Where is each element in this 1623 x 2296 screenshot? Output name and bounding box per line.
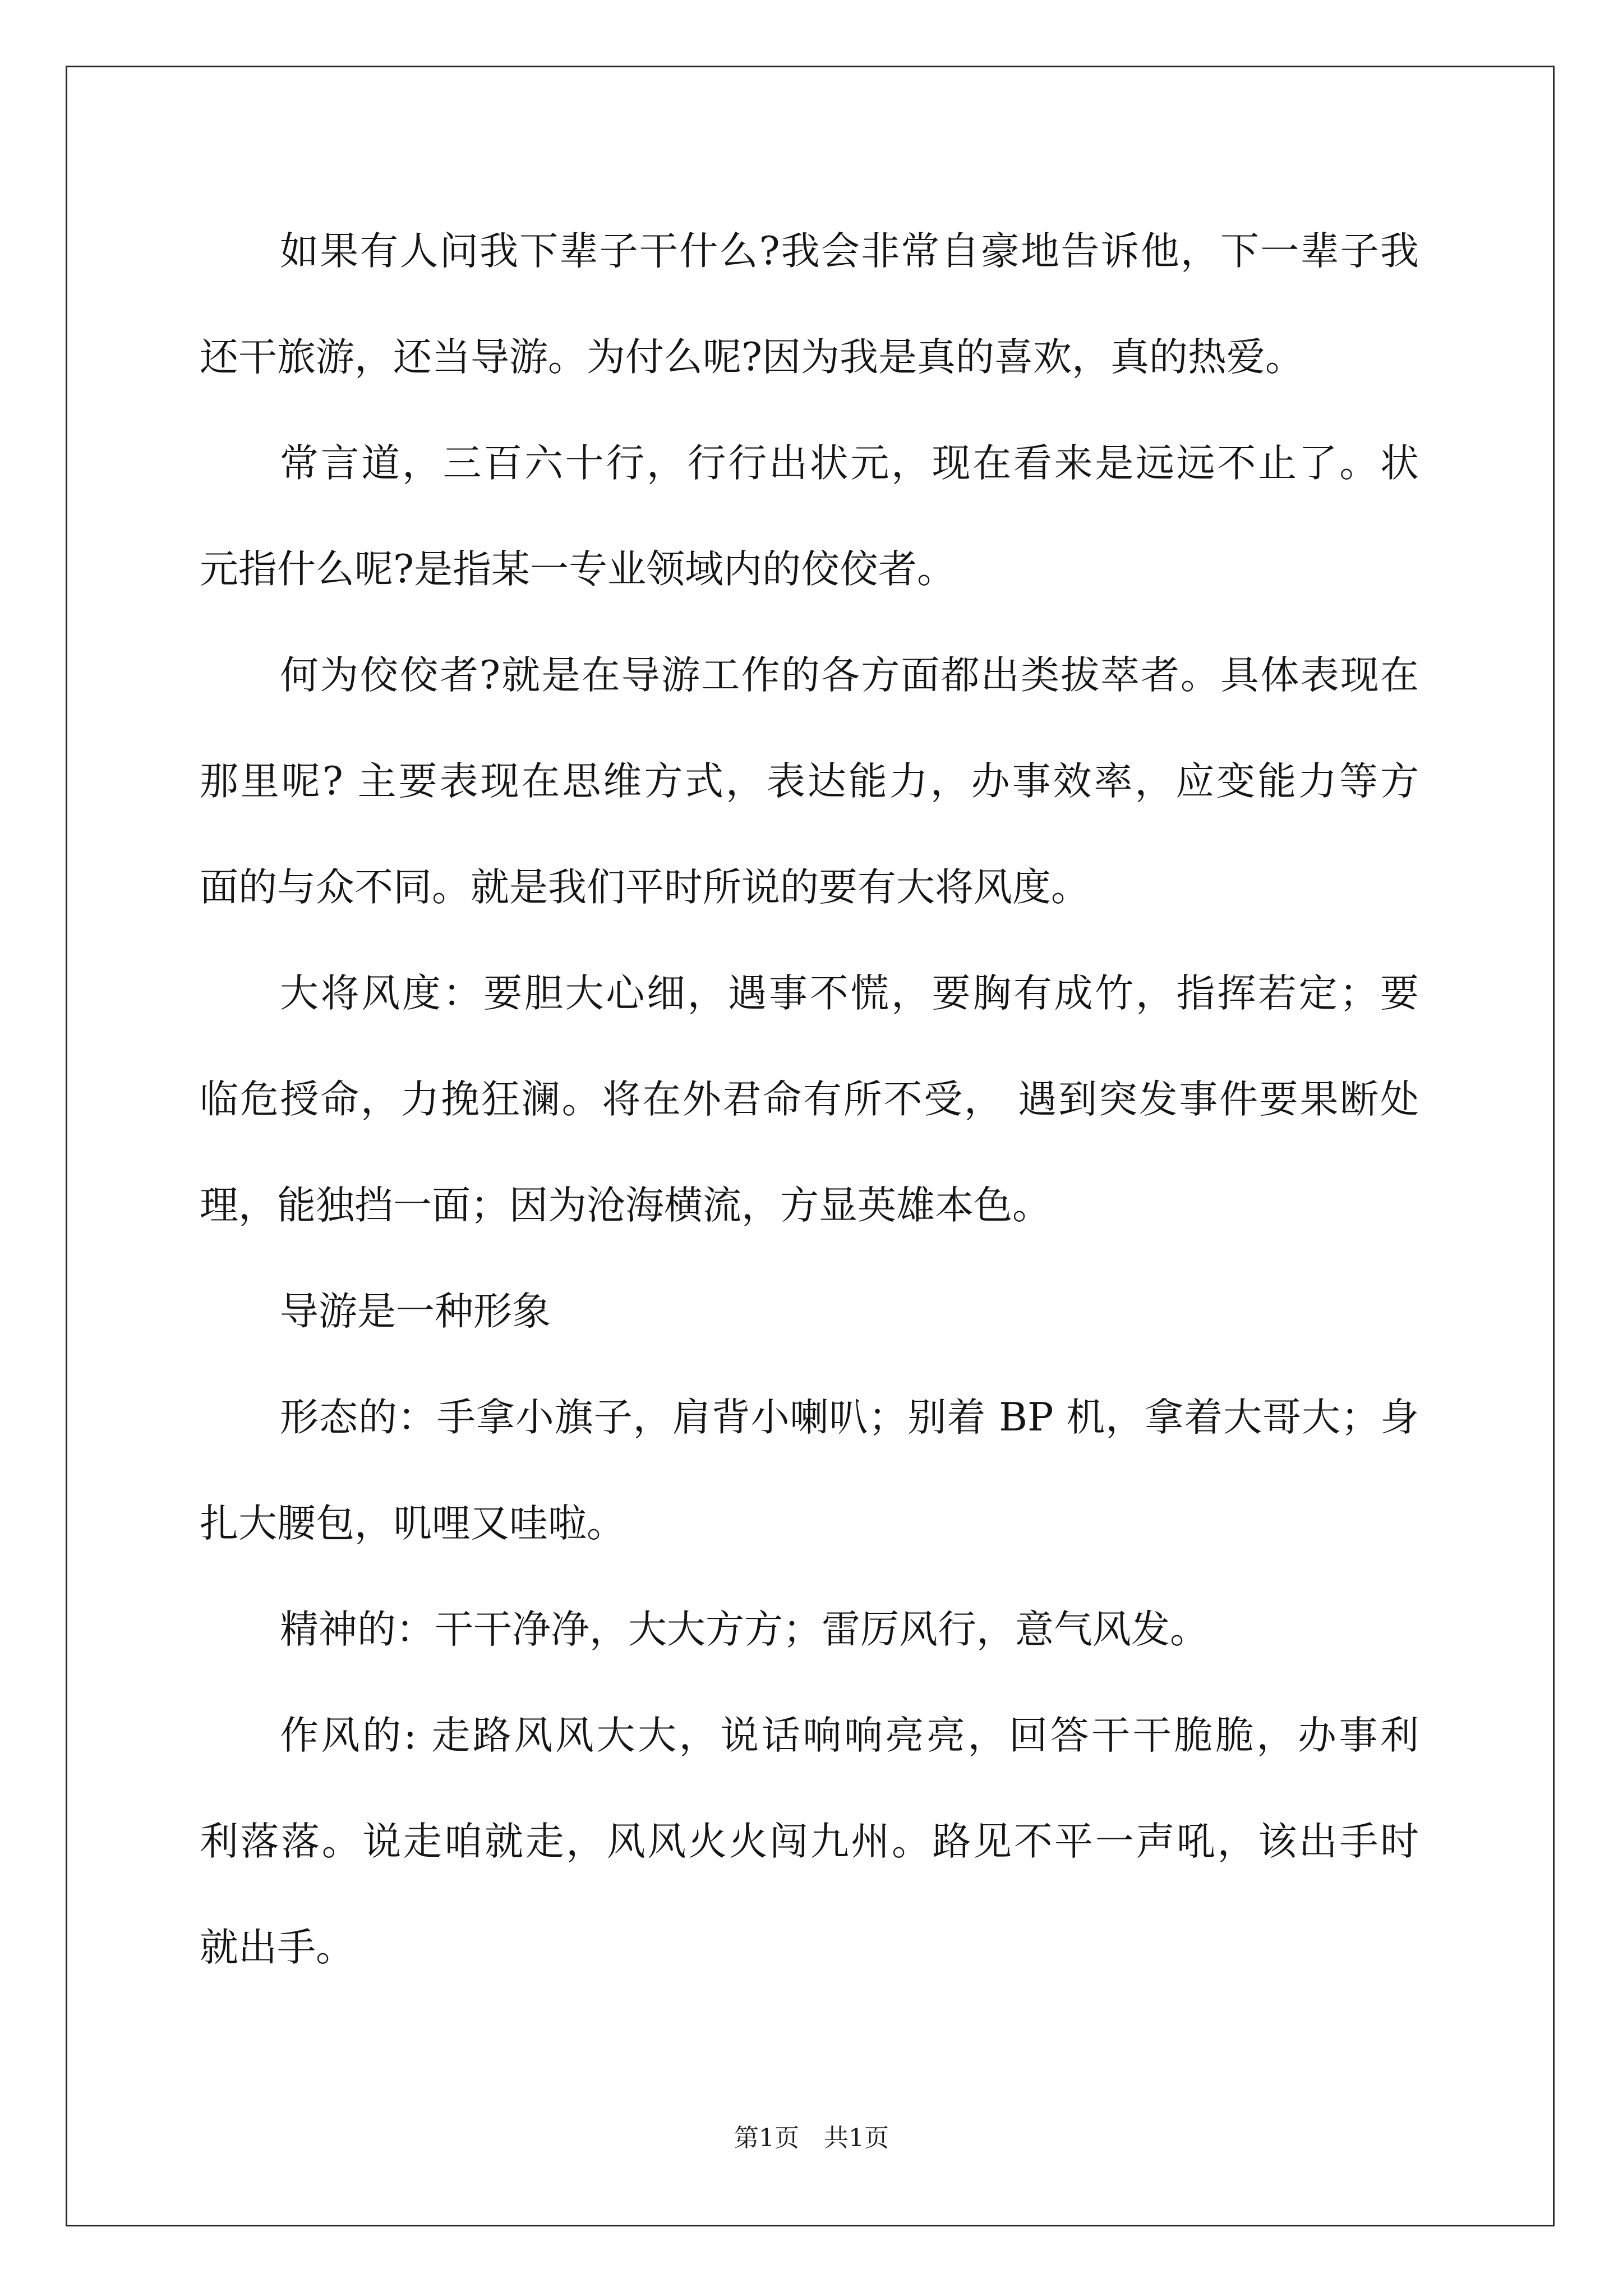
paragraph-line: 如果有人问我下辈子干什么?我会非常自豪地告诉他，下一辈子我 <box>280 229 1419 274</box>
paragraph-line: 扎大腰包，叽哩又哇啦。 <box>200 1501 625 1546</box>
paragraph <box>200 199 1419 411</box>
paragraph-line: 临危授命，力挽狂澜。将在外君命有所不受， 遇到突发事件要果断处 <box>200 1077 1419 1122</box>
paragraph <box>200 1259 1419 1365</box>
section-heading-line: 导游是一种形象 <box>280 1289 551 1334</box>
paragraph-line: 就出手。 <box>200 1925 354 1970</box>
paragraph <box>200 623 1419 941</box>
paragraph-line: 理，能独挡一面；因为沧海横流，方显英雄本色。 <box>200 1183 1051 1228</box>
paragraph <box>200 1365 1419 1577</box>
paragraph <box>200 941 1419 1259</box>
paragraph-line: 形态的：手拿小旗子，肩背小喇叭；别着 BP 机，拿着大哥大；身 <box>280 1395 1419 1440</box>
paragraph <box>200 411 1419 623</box>
paragraph-line: 大将风度：要胆大心细，遇事不慌，要胸有成竹，指挥若定；要 <box>280 971 1419 1016</box>
paragraph-line: 还干旅游，还当导游。为付么呢?因为我是真的喜欢，真的热爱。 <box>200 335 1304 380</box>
paragraph <box>200 1577 1419 1683</box>
paragraph-line: 何为佼佼者?就是在导游工作的各方面都出类拔萃者。具体表现在 <box>280 653 1419 698</box>
paragraph-line: 面的与众不同。就是我们平时所说的要有大将风度。 <box>200 865 1090 910</box>
paragraph-line: 常言道，三百六十行，行行出状元，现在看来是远远不止了。状 <box>280 441 1419 486</box>
paragraph <box>200 1683 1419 2001</box>
paragraph-line: 元指什么呢?是指某一专业领域内的佼佼者。 <box>200 547 956 592</box>
page-footer: 第1页 共1页 <box>734 2124 889 2152</box>
paragraph-line: 利落落。说走咱就走，风风火火闯九州。路见不平一声吼，该出手时 <box>200 1819 1419 1864</box>
paragraph-line: 精神的：干干净净，大大方方；雷厉风行，意气风发。 <box>280 1607 1209 1652</box>
paragraph-line: 那里呢? 主要表现在思维方式，表达能力，办事效率，应变能力等方 <box>200 759 1419 804</box>
paragraph-line: 作风的: 走路风风大大，说话响响亮亮，回答干干脆脆，办事利 <box>280 1713 1419 1758</box>
document-body <box>200 199 1419 2001</box>
